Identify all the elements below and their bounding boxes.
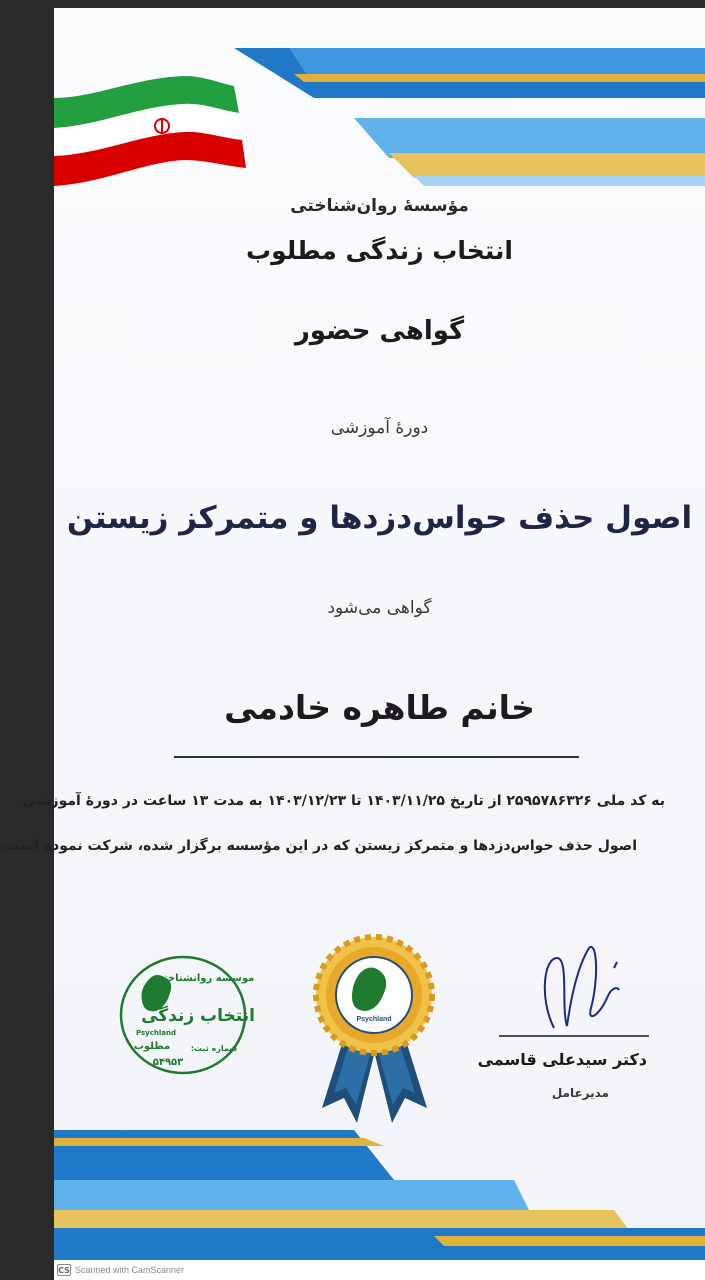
- course-title: اصول حذف حواس‌دزدها و متمرکز زیستن: [66, 500, 693, 536]
- stamp-middle-text: انتخاب زندگی: [141, 1006, 255, 1026]
- camscanner-logo-icon: CS: [58, 1265, 70, 1275]
- stamp-reg-number: ۵۴۹۵۳: [152, 1057, 184, 1068]
- scanner-text: Scanned with CamScanner: [75, 1265, 185, 1275]
- stamp-top-text: موسسه روانشناختی: [153, 973, 255, 984]
- institute-stamp: [116, 953, 255, 1078]
- bottom-decoration: [54, 1110, 705, 1260]
- iran-flag-icon: [54, 68, 254, 208]
- badge-brand: Psychland: [356, 1016, 392, 1023]
- award-badge-icon: [312, 923, 437, 1128]
- stamp-brand: Psychland: [136, 1029, 176, 1037]
- signature-image: [499, 938, 649, 1043]
- body-text-line-1: به کد ملی ۲۵۹۵۷۸۶۳۲۶ از تاریخ ۱۴۰۳/۱۱/۲۵ تا ۱۴۰۳/۱۲/۲۳ به مدت ۱۳ ساعت در دورۀ آموزشی: [22, 793, 665, 809]
- certify-text: گواهی می‌شود: [327, 598, 432, 618]
- course-label: دورۀ آموزشی: [330, 418, 429, 438]
- scanner-watermark: [54, 1260, 705, 1280]
- recipient-name: خانم طاهره خادمی: [224, 688, 535, 727]
- certificate-paper: [0, 8, 705, 1260]
- institute-name: انتخاب زندگی مطلوب: [246, 236, 513, 265]
- stamp-reg-label: شماره ثبت:: [190, 1044, 238, 1053]
- institute-label: مؤسسۀ روان‌شناختی: [290, 196, 469, 216]
- certificate-title: گواهی حضور: [294, 316, 465, 346]
- recipient-underline: [174, 756, 579, 758]
- stamp-bottom-text: مطلوب: [133, 1041, 171, 1052]
- signatory-name: دکتر سیدعلی قاسمی: [477, 1050, 647, 1069]
- signatory-role: مدیرعامل: [551, 1086, 609, 1100]
- body-text-line-2: اصول حذف حواس‌دزدها و متمرکز زیستن که در این مؤسسه برگزار شده، شرکت نموده است.: [0, 838, 637, 854]
